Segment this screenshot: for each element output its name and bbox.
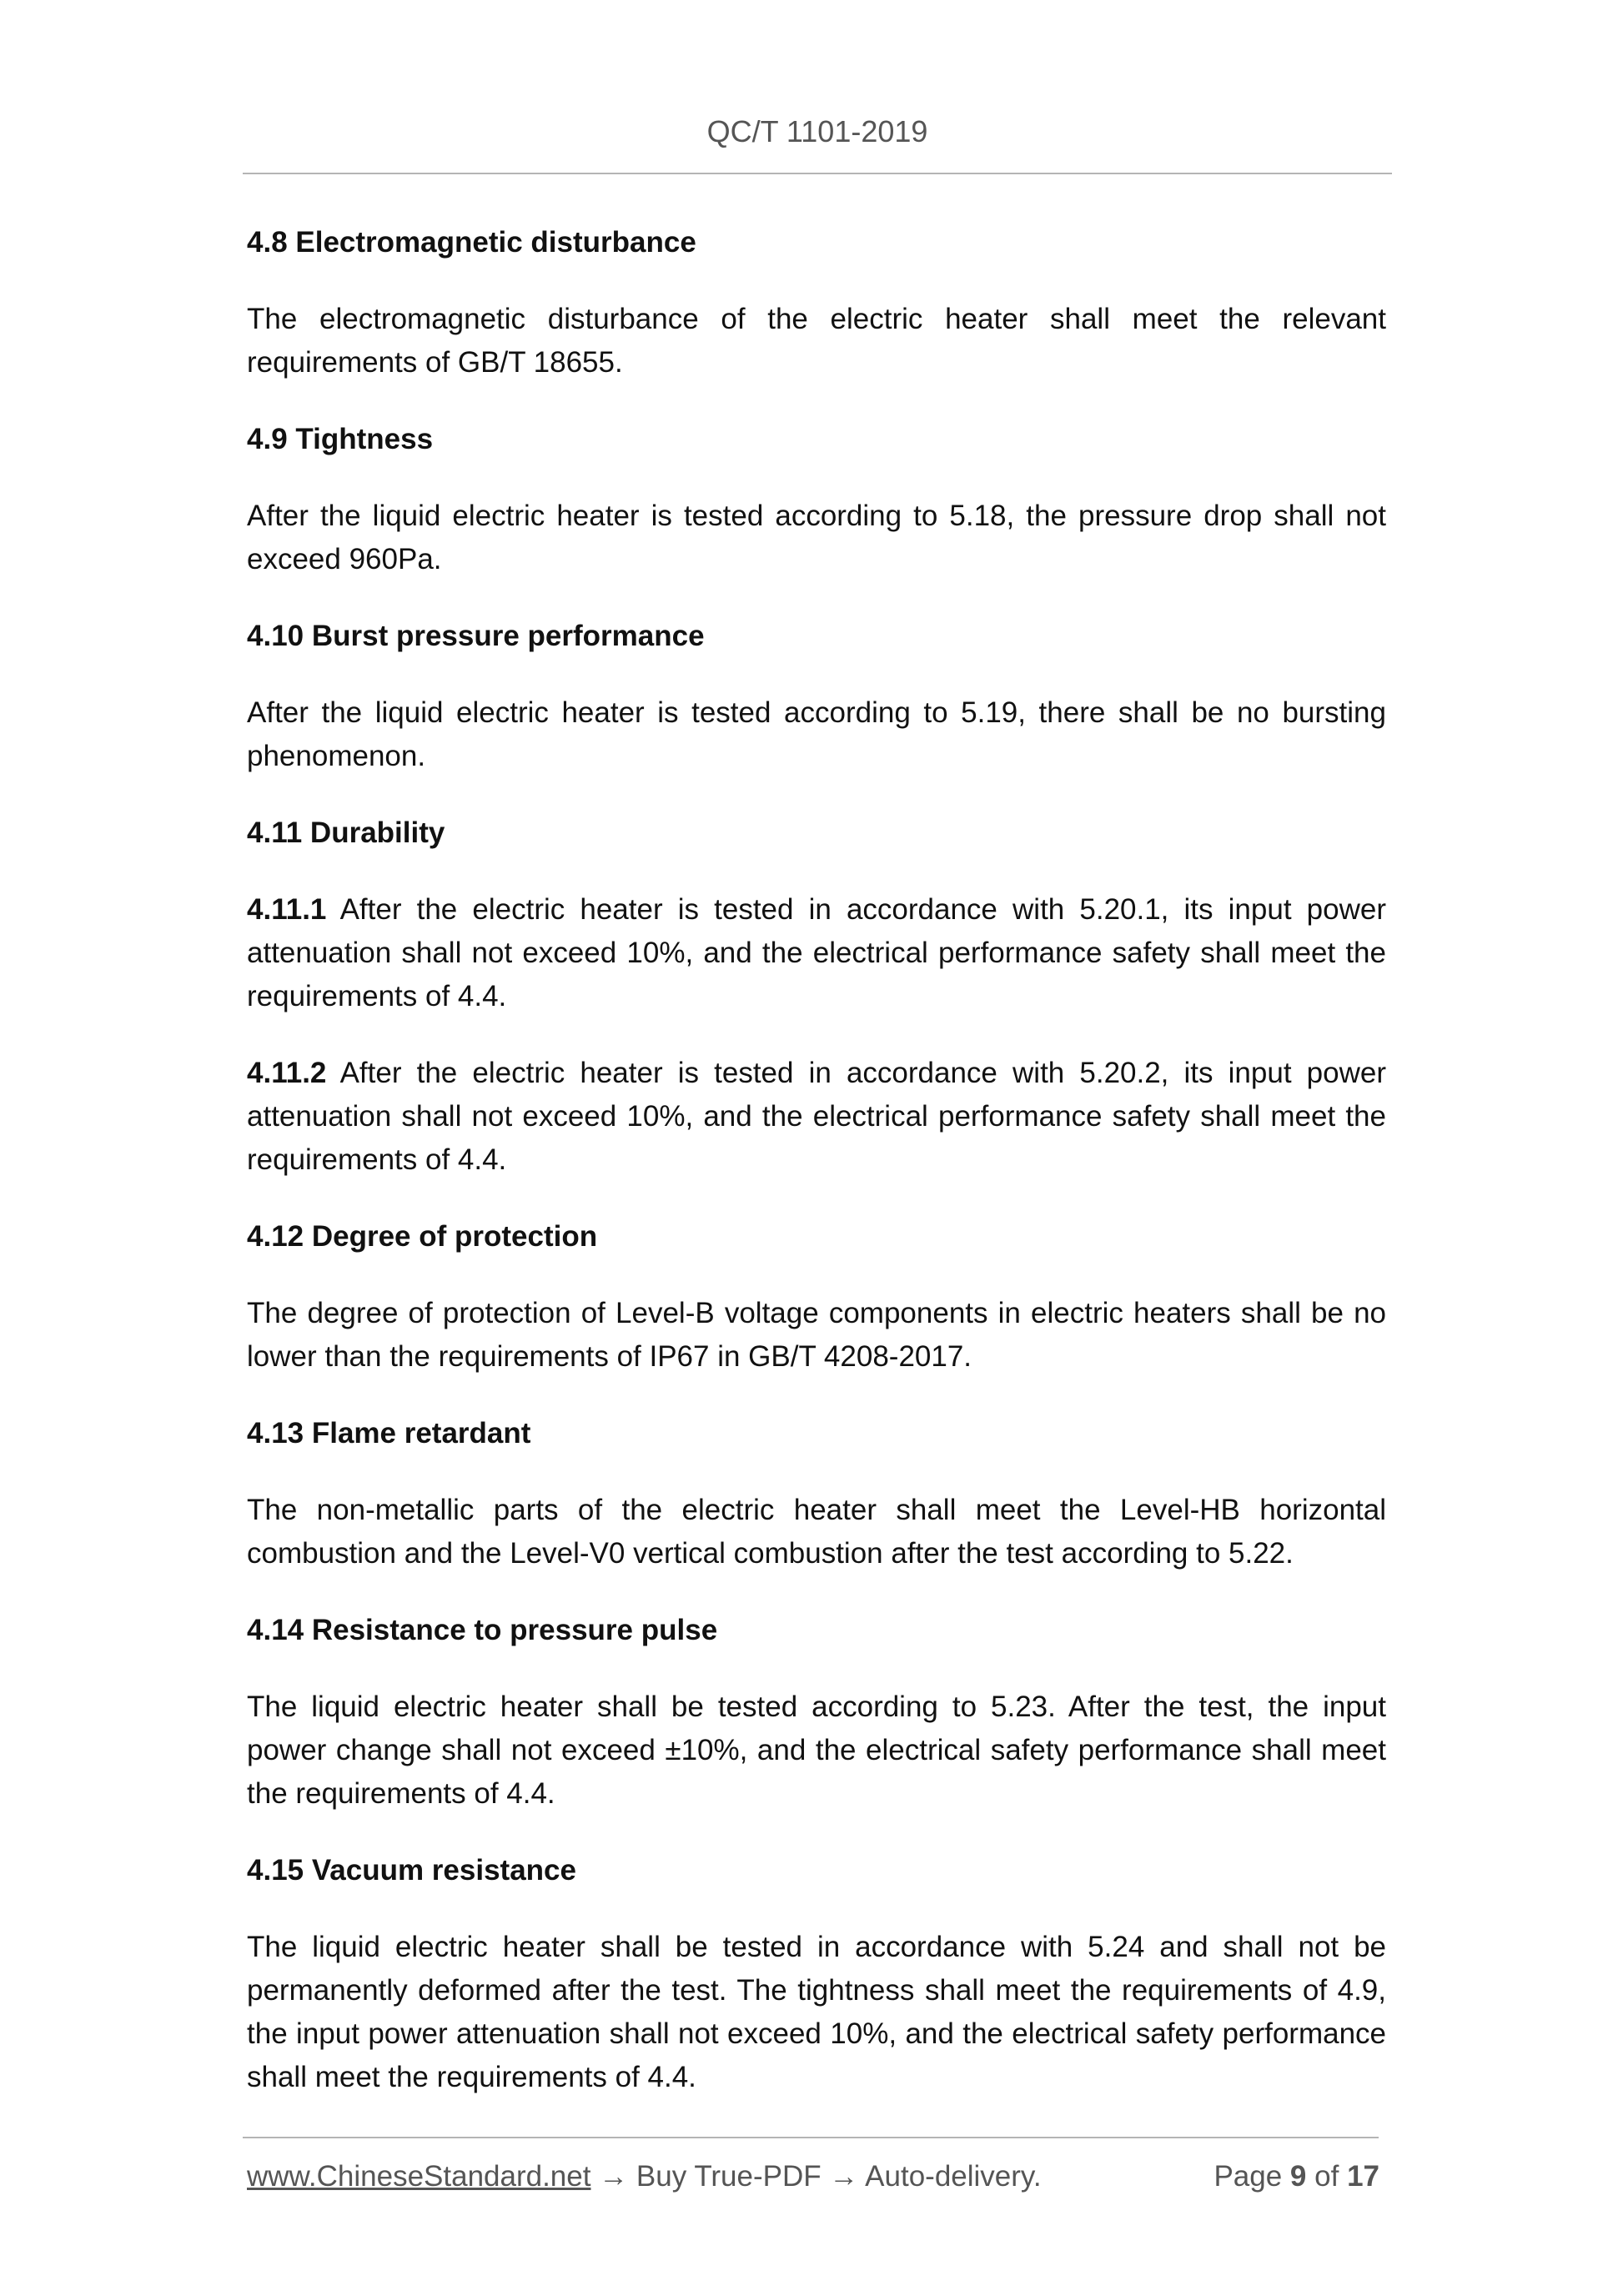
section-heading: 4.10 Burst pressure performance	[247, 620, 705, 652]
section-heading: 4.15 Vacuum resistance	[247, 1854, 576, 1887]
document-body	[247, 221, 1386, 2133]
section-paragraph	[247, 1926, 1386, 2099]
paragraph-text: The degree of protection of Level-B voltage components in electric heaters shall be no lower than the requirements of IP67 in GB/T 4208-2017.	[247, 1297, 1386, 1373]
website-link[interactable]: www.ChineseStandard.net	[247, 2160, 591, 2193]
page-footer	[247, 2160, 1379, 2202]
footer-divider	[243, 2137, 1379, 2138]
page-header-title: QC/T 1101-2019	[706, 114, 928, 148]
section-paragraph	[247, 1292, 1386, 1379]
footer-promo	[247, 2160, 1042, 2193]
paragraph-text: The liquid electric heater shall be tested in accordance with 5.24 and shall not be permanently deformed after the test. The tightness shall meet the requirements of 4.9, the input power attenuation shall not exceed 10%, and the electrical safety performance shall meet the requirements of 4.4.	[247, 1931, 1386, 2093]
section-paragraph	[247, 691, 1386, 778]
footer-tagline: → Buy True-PDF → Auto-delivery.	[590, 2160, 1042, 2193]
section-paragraph	[247, 1052, 1386, 1182]
clause-number: 4.11.1	[247, 893, 327, 926]
paragraph-text: The electromagnetic disturbance of the electric heater shall meet the relevant requirements of GB/T 18655.	[247, 303, 1386, 379]
section-heading: 4.14 Resistance to pressure pulse	[247, 1614, 718, 1646]
section-paragraph	[247, 495, 1386, 581]
section-heading: 4.8 Electromagnetic disturbance	[247, 226, 696, 259]
paragraph-text: After the electric heater is tested in accordance with 5.20.2, its input power attenuation shall not exceed 10%, and the electrical performance safety shall meet the requirements of 4.4.	[247, 1057, 1386, 1176]
section-paragraph	[247, 1686, 1386, 1816]
section-heading: 4.12 Degree of protection	[247, 1220, 598, 1253]
header-divider	[243, 173, 1392, 174]
section-heading: 4.13 Flame retardant	[247, 1417, 531, 1449]
page-label: Page	[1213, 2160, 1283, 2193]
paragraph-text: After the liquid electric heater is tested according to 5.18, the pressure drop shall not exceed 960Pa.	[247, 500, 1386, 575]
section-heading: 4.11 Durability	[247, 816, 445, 849]
section-paragraph	[247, 298, 1386, 384]
total-pages-number: 17	[1347, 2160, 1379, 2193]
paragraph-text: After the electric heater is tested in accordance with 5.20.1, its input power attenuation shall not exceed 10%, and the electrical performance safety shall meet the requirements of 4.4.	[247, 893, 1386, 1012]
of-label: of	[1314, 2160, 1339, 2193]
current-page-number: 9	[1289, 2160, 1307, 2193]
section-paragraph	[247, 888, 1386, 1018]
paragraph-text: The non-metallic parts of the electric heater shall meet the Level-HB horizontal combustion and the Level-V0 vertical combustion after the test according to 5.22.	[247, 1494, 1386, 1570]
clause-number: 4.11.2	[247, 1057, 327, 1089]
page-indicator	[1213, 2160, 1379, 2193]
paragraph-text: The liquid electric heater shall be tested according to 5.23. After the test, the input power change shall not exceed ±10%, and the electrical safety performance shall meet the requirements of 4.4.	[247, 1691, 1386, 1810]
section-heading: 4.9 Tightness	[247, 423, 434, 455]
paragraph-text: After the liquid electric heater is tested according to 5.19, there shall be no bursting phenomenon.	[247, 696, 1386, 772]
section-paragraph	[247, 1489, 1386, 1575]
